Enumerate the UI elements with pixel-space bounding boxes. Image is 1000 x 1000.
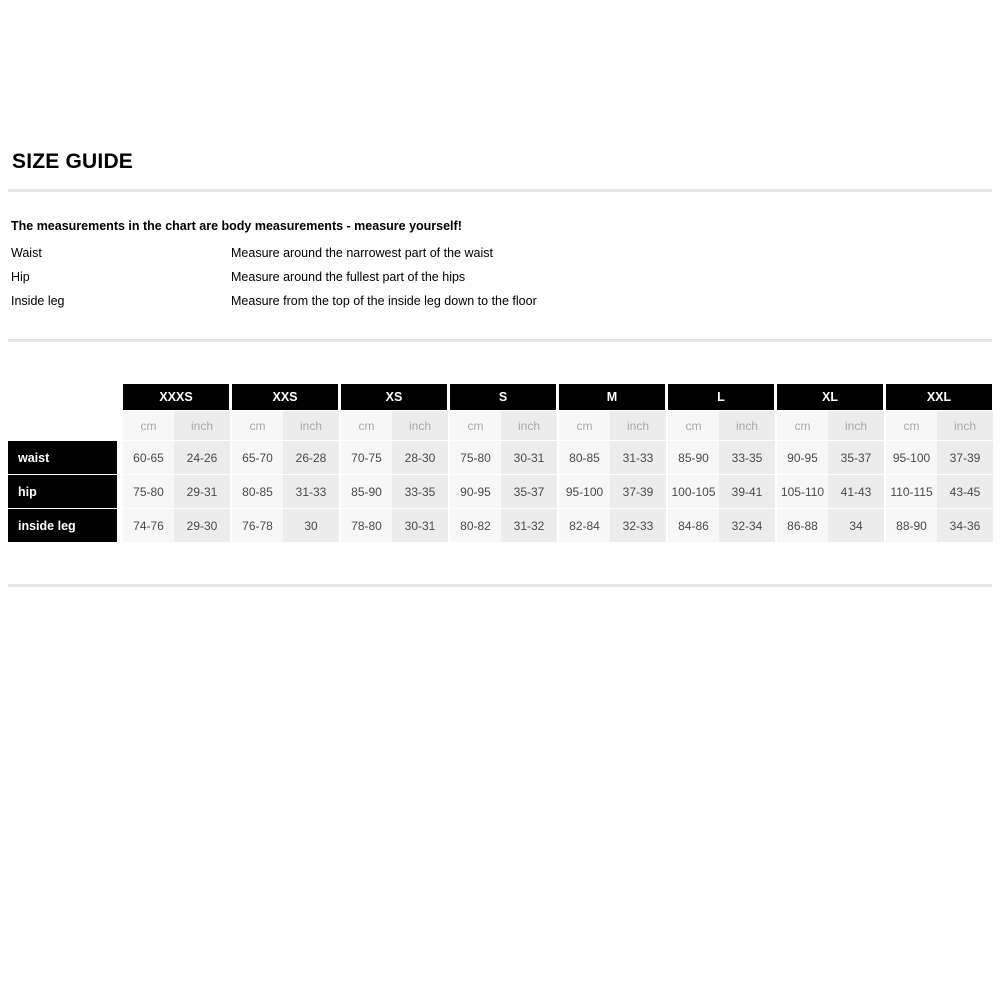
table-cell-inch: 31-32 xyxy=(501,508,557,542)
table-cell-cm: 80-85 xyxy=(230,474,283,508)
unit-label-cm: cm xyxy=(230,410,283,440)
table-cell-inch: 41-43 xyxy=(828,474,884,508)
table-cell-cm: 80-82 xyxy=(448,508,501,542)
unit-label-inch: inch xyxy=(828,410,884,440)
unit-label-cm: cm xyxy=(884,410,937,440)
size-header-l: L xyxy=(666,384,775,410)
measurement-description: Measure around the narrowest part of the waist xyxy=(231,246,493,260)
table-cell-cm: 76-78 xyxy=(230,508,283,542)
table-cell-inch: 31-33 xyxy=(283,474,339,508)
measurement-description: Measure from the top of the inside leg down to the floor xyxy=(231,294,537,308)
size-chart-table xyxy=(8,384,993,542)
table-cell-cm: 75-80 xyxy=(448,440,501,474)
measurement-name: Inside leg xyxy=(11,294,65,308)
divider xyxy=(8,584,992,587)
unit-label-cm: cm xyxy=(666,410,719,440)
table-cell-inch: 30-31 xyxy=(501,440,557,474)
table-cell-inch: 29-30 xyxy=(174,508,230,542)
table-cell-cm: 95-100 xyxy=(557,474,610,508)
unit-label-inch: inch xyxy=(283,410,339,440)
divider xyxy=(8,189,992,192)
size-header-xs: XS xyxy=(339,384,448,410)
size-header-xl: XL xyxy=(775,384,884,410)
unit-label-inch: inch xyxy=(719,410,775,440)
table-cell-cm: 82-84 xyxy=(557,508,610,542)
table-cell-inch: 35-37 xyxy=(828,440,884,474)
table-corner xyxy=(8,384,121,410)
unit-label-inch: inch xyxy=(501,410,557,440)
table-cell-cm: 85-90 xyxy=(666,440,719,474)
unit-label-cm: cm xyxy=(775,410,828,440)
table-row xyxy=(8,440,993,474)
table-cell-inch: 28-30 xyxy=(392,440,448,474)
size-header-xxs: XXS xyxy=(230,384,339,410)
table-cell-inch: 35-37 xyxy=(501,474,557,508)
table-cell-cm: 65-70 xyxy=(230,440,283,474)
unit-label-cm: cm xyxy=(448,410,501,440)
table-cell-cm: 70-75 xyxy=(339,440,392,474)
measurement-item-waist xyxy=(11,246,971,266)
table-cell-cm: 90-95 xyxy=(448,474,501,508)
size-header-row xyxy=(8,384,993,410)
table-cell-cm: 80-85 xyxy=(557,440,610,474)
table-cell-cm: 75-80 xyxy=(121,474,174,508)
size-header-s: S xyxy=(448,384,557,410)
table-cell-inch: 30-31 xyxy=(392,508,448,542)
measurement-description: Measure around the fullest part of the hips xyxy=(231,270,466,284)
row-label: hip xyxy=(8,474,121,508)
table-cell-cm: 85-90 xyxy=(339,474,392,508)
measurement-name: Waist xyxy=(11,246,42,260)
table-cell-cm: 100-105 xyxy=(666,474,719,508)
table-cell-cm: 88-90 xyxy=(884,508,937,542)
table-cell-inch: 34 xyxy=(828,508,884,542)
table-cell-cm: 95-100 xyxy=(884,440,937,474)
size-header-xxl: XXL xyxy=(884,384,993,410)
table-cell-inch: 43-45 xyxy=(937,474,993,508)
measurement-item-inside-leg xyxy=(11,294,971,314)
table-cell-inch: 24-26 xyxy=(174,440,230,474)
measurement-item-hip xyxy=(11,270,971,290)
table-cell-inch: 33-35 xyxy=(719,440,775,474)
table-cell-inch: 29-31 xyxy=(174,474,230,508)
table-cell-inch: 37-39 xyxy=(610,474,666,508)
table-corner xyxy=(8,410,121,440)
table-cell-cm: 90-95 xyxy=(775,440,828,474)
unit-header-row xyxy=(8,410,993,440)
page-title: SIZE GUIDE xyxy=(12,150,134,173)
measurement-name: Hip xyxy=(11,270,30,284)
table-cell-inch: 33-35 xyxy=(392,474,448,508)
row-label: waist xyxy=(8,440,121,474)
table-cell-inch: 30 xyxy=(283,508,339,542)
table-cell-inch: 37-39 xyxy=(937,440,993,474)
table-cell-cm: 84-86 xyxy=(666,508,719,542)
table-row xyxy=(8,508,993,542)
unit-label-cm: cm xyxy=(339,410,392,440)
table-cell-cm: 86-88 xyxy=(775,508,828,542)
table-cell-cm: 60-65 xyxy=(121,440,174,474)
row-label: inside leg xyxy=(8,508,121,542)
intro-text: The measurements in the chart are body measurements - measure yourself! xyxy=(11,219,462,233)
unit-label-inch: inch xyxy=(937,410,993,440)
table-cell-cm: 74-76 xyxy=(121,508,174,542)
table-cell-inch: 32-34 xyxy=(719,508,775,542)
table-cell-inch: 32-33 xyxy=(610,508,666,542)
table-cell-inch: 31-33 xyxy=(610,440,666,474)
unit-label-inch: inch xyxy=(610,410,666,440)
table-cell-inch: 39-41 xyxy=(719,474,775,508)
unit-label-inch: inch xyxy=(174,410,230,440)
table-cell-cm: 105-110 xyxy=(775,474,828,508)
table-cell-cm: 78-80 xyxy=(339,508,392,542)
table-cell-cm: 110-115 xyxy=(884,474,937,508)
table-cell-inch: 26-28 xyxy=(283,440,339,474)
unit-label-cm: cm xyxy=(557,410,610,440)
unit-label-inch: inch xyxy=(392,410,448,440)
table-row xyxy=(8,474,993,508)
unit-label-cm: cm xyxy=(121,410,174,440)
size-header-xxxs: XXXS xyxy=(121,384,230,410)
table-cell-inch: 34-36 xyxy=(937,508,993,542)
divider xyxy=(8,339,992,342)
size-header-m: M xyxy=(557,384,666,410)
